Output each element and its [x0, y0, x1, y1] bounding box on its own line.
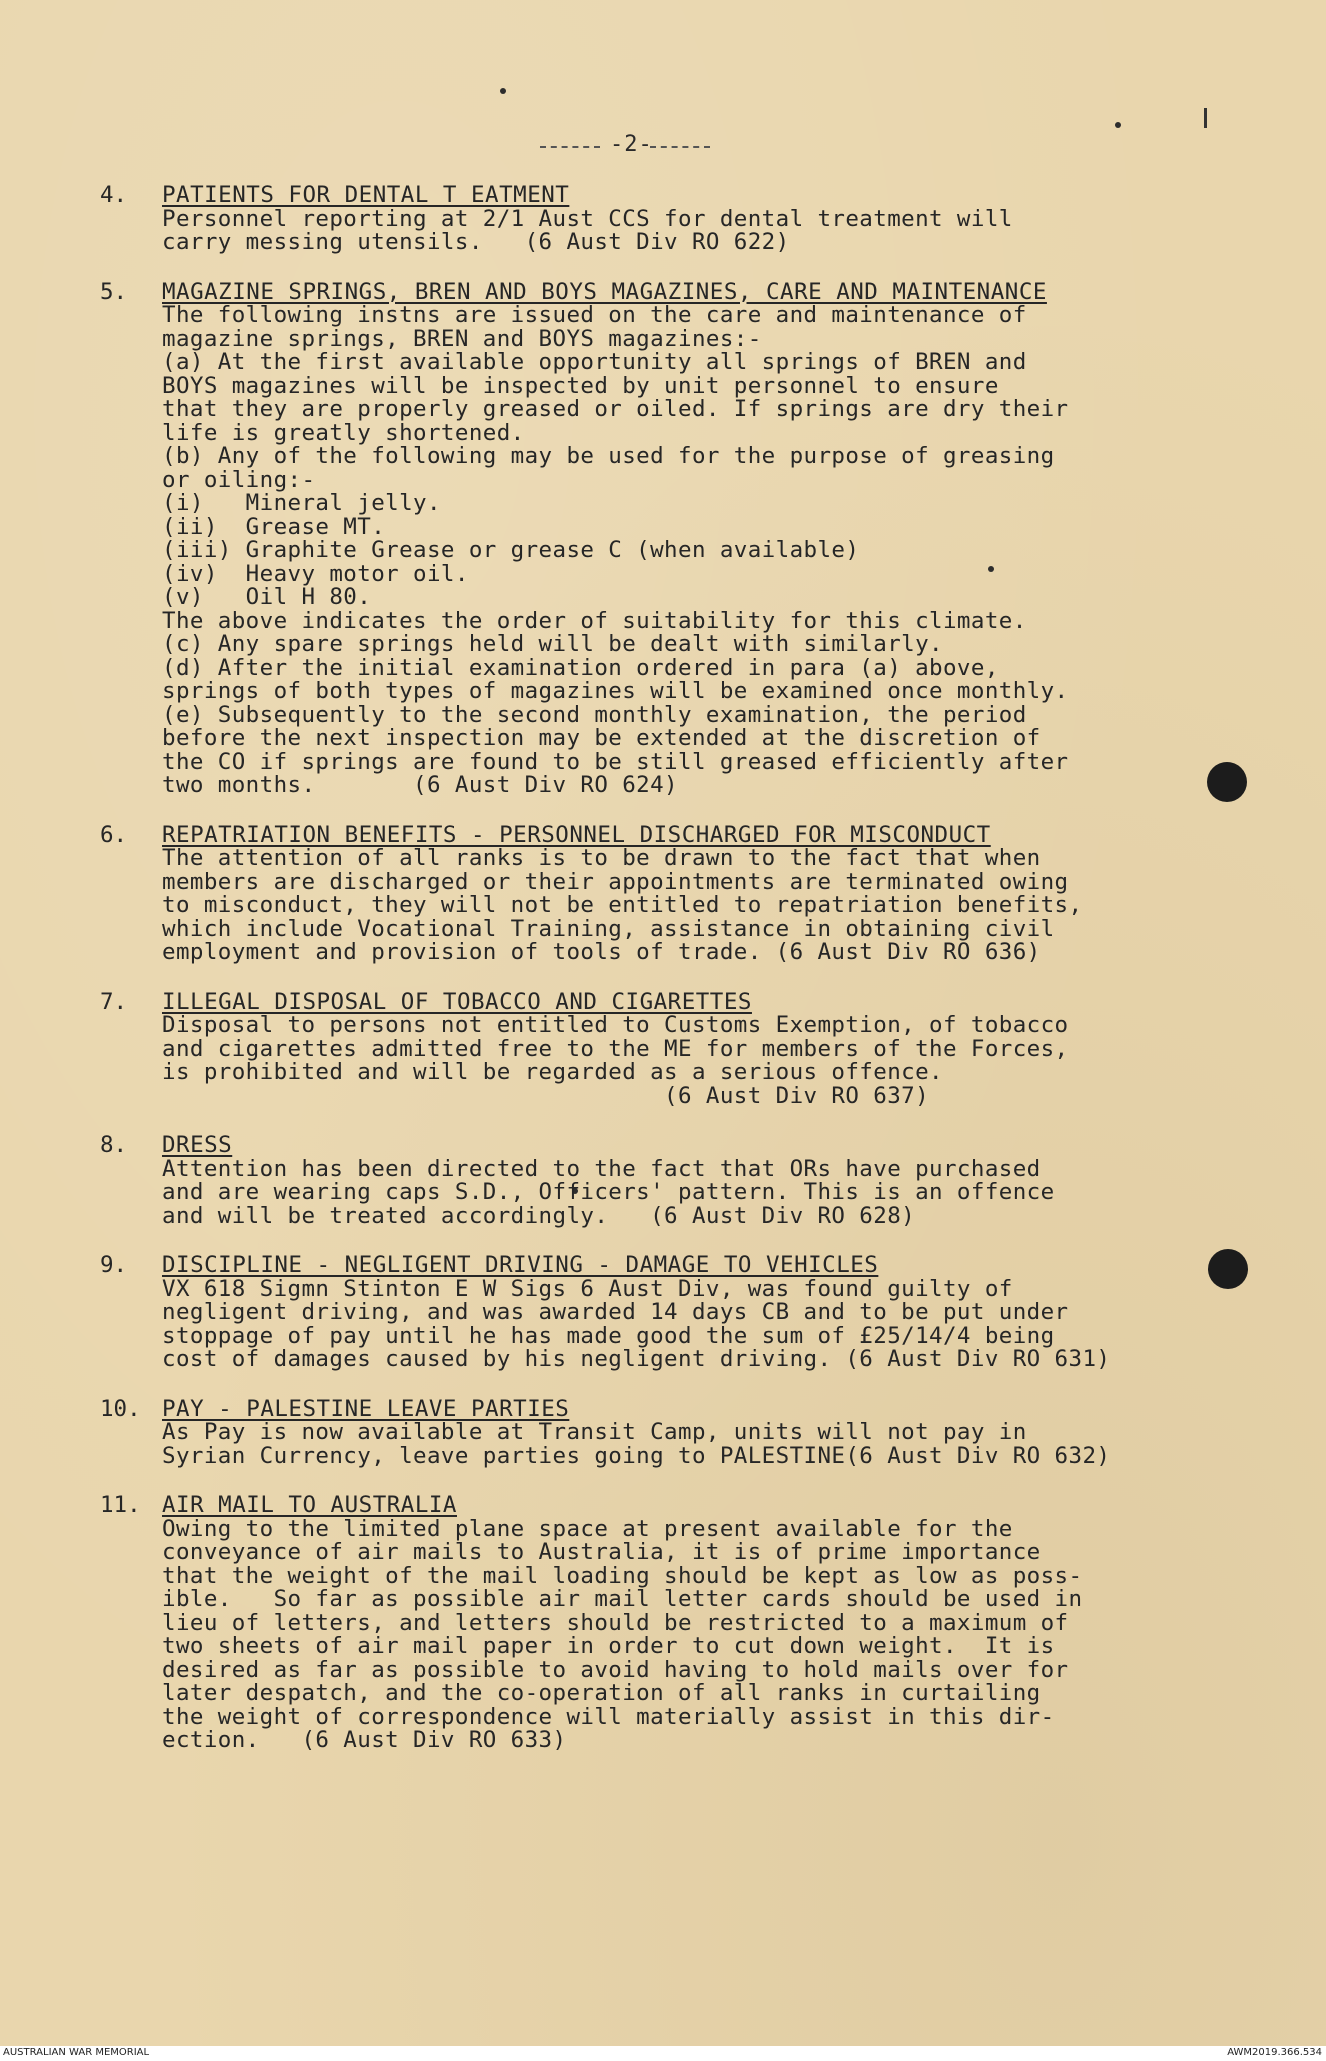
order-item-text-line: The following instns are issued on the care and maintenance of	[162, 302, 1027, 328]
order-item-text-line: lieu of letters, and letters should be restricted to a maximum of	[162, 1609, 1069, 1636]
footer-accession-number: AWM2019.366.534	[1227, 2047, 1322, 2058]
page-number: -2-	[610, 132, 653, 157]
order-item	[100, 821, 1200, 965]
order-item-text-line: (c) Any spare springs held will be dealt with similarly.	[162, 631, 943, 657]
order-item-title: REPATRIATION BENEFITS - PERSONNEL DISCHARGED FOR MISCONDUCT	[162, 821, 991, 848]
order-item-text-line: Syrian Currency, leave parties going to PALESTINE(6 Aust Div RO 632)	[162, 1442, 1111, 1469]
order-item-text-line: Disposal to persons not entitled to Customs Exemption, of tobacco	[162, 1012, 1069, 1038]
order-item-text-line: is prohibited and will be regarded as a serious offence.	[162, 1059, 943, 1085]
order-item-text-line: and cigarettes admitted free to the ME for members of the Forces,	[162, 1035, 1069, 1062]
order-item-text-line: (d) After the initial examination ordered in para (a) above,	[162, 654, 999, 681]
order-item-text-line: (e) Subsequently to the second monthly examination, the period	[162, 701, 1027, 728]
order-item-text-line: two sheets of air mail paper in order to cut down weight. It is	[162, 1633, 1055, 1659]
order-item-number: 9.	[100, 1252, 128, 1278]
order-item-number: 8.	[100, 1132, 128, 1158]
order-item-number: 10.	[100, 1395, 141, 1422]
order-item-text-line: and will be treated accordingly. (6 Aust Div RO 628)	[162, 1202, 916, 1229]
document-body	[100, 184, 1200, 1779]
order-item-text-line: (iii) Graphite Grease or grease C (when available)	[162, 537, 860, 563]
order-item-text-line: (iv) Heavy motor oil.	[162, 560, 469, 587]
order-item-text-line: desired as far as possible to avoid having to hold mails over for	[162, 1656, 1069, 1683]
order-item-text-line: ible. So far as possible air mail letter cards should be used in	[162, 1586, 1083, 1612]
order-item-text-line: (b) Any of the following may be used for the purpose of greasing	[162, 443, 1055, 469]
order-item	[100, 1134, 1200, 1228]
order-item-text-line: to misconduct, they will not be entitled to repatriation benefits,	[162, 892, 1083, 918]
order-item-text-line: which include Vocational Training, assistance in obtaining civil	[162, 915, 1055, 942]
order-item-text-line: later despatch, and the co-operation of all ranks in curtailing	[162, 1680, 1041, 1706]
order-item-text-line: (v) Oil H 80.	[162, 584, 372, 610]
order-item-text-line: and are wearing caps S.D., Officers' pattern. This is an offence	[162, 1179, 1055, 1205]
order-item-text-line: The attention of all ranks is to be drawn to the fact that when	[162, 845, 1041, 871]
order-item-text-line: As Pay is now available at Transit Camp, units will not pay in	[162, 1419, 1027, 1445]
ink-mark	[1204, 108, 1207, 128]
order-item-text-line: (i) Mineral jelly.	[162, 490, 441, 516]
ink-speck	[500, 88, 506, 94]
order-item-text-line: life is greatly shortened.	[162, 419, 525, 446]
footer-institution: AUSTRALIAN WAR MEMORIAL	[3, 2047, 150, 2058]
order-item-number: 6.	[100, 821, 128, 848]
order-item-text-line: the weight of correspondence will materially assist in this dir-	[162, 1703, 1055, 1730]
order-item-text-line: before the next inspection may be extended at the discretion of	[162, 725, 1041, 751]
order-item-title: PAY - PALESTINE LEAVE PARTIES	[162, 1395, 570, 1422]
order-item-text-line: BOYS magazines will be inspected by unit personnel to ensure	[162, 372, 999, 399]
order-item-text-line: or oiling:-	[162, 466, 316, 493]
order-item-title: MAGAZINE SPRINGS, BREN AND BOYS MAGAZINES, CARE AND MAINTENANCE	[162, 278, 1047, 305]
order-item-text-line: two months. (6 Aust Div RO 624)	[162, 772, 679, 798]
order-item	[100, 1254, 1200, 1372]
order-item-text-line: stoppage of pay until he has made good the sum of £25/14/4 being	[162, 1322, 1055, 1349]
order-item-title: DISCIPLINE - NEGLIGENT DRIVING - DAMAGE TO VEHICLES	[162, 1252, 879, 1278]
order-item-text-line: (6 Aust Div RO 637)	[162, 1082, 930, 1109]
order-item-title: PATIENTS FOR DENTAL T EATMENT	[162, 182, 570, 208]
ink-speck	[1115, 122, 1121, 128]
order-item-text-line: ection. (6 Aust Div RO 633)	[162, 1727, 567, 1753]
order-item-title: AIR MAIL TO AUSTRALIA	[162, 1492, 457, 1518]
order-item-text-line: The above indicates the order of suitability for this climate.	[162, 607, 1027, 634]
order-item	[100, 278, 1200, 798]
order-item	[100, 1494, 1200, 1753]
order-item-text-line: Attention has been directed to the fact that ORs have purchased	[162, 1155, 1041, 1182]
punch-hole-bottom	[1208, 1249, 1248, 1289]
punch-hole-top	[1207, 762, 1247, 802]
order-item-text-line: members are discharged or their appointments are terminated owing	[162, 868, 1069, 895]
order-item-text-line: (a) At the first available opportunity all springs of BREN and	[162, 349, 1027, 375]
order-item-title: DRESS	[162, 1132, 233, 1158]
order-item-text-line: VX 618 Sigmn Stinton E W Sigs 6 Aust Div, was found guilty of	[162, 1275, 1013, 1302]
archive-footer	[0, 2046, 1326, 2061]
order-item-number: 5.	[100, 278, 128, 305]
order-item-text-line: negligent driving, and was awarded 14 days CB and to be put under	[162, 1299, 1069, 1325]
order-item-text-line: Owing to the limited plane space at present available for the	[162, 1515, 1013, 1542]
order-item	[100, 988, 1200, 1109]
order-item-text-line: carry messing utensils. (6 Aust Div RO 622)	[162, 229, 790, 255]
order-item-text-line: that they are properly greased or oiled. If springs are dry their	[162, 396, 1069, 422]
order-item	[100, 184, 1200, 255]
order-item-number: 4.	[100, 182, 128, 208]
order-item-text-line: employment and provision of tools of trade. (6 Aust Div RO 636)	[162, 939, 1041, 965]
order-item-text-line: cost of damages caused by his negligent driving. (6 Aust Div RO 631)	[162, 1346, 1111, 1372]
order-item-text-line: conveyance of air mails to Australia, it is of prime importance	[162, 1539, 1041, 1565]
order-item-text-line: springs of both types of magazines will be examined once monthly.	[162, 678, 1069, 704]
order-item-number: 11.	[100, 1492, 141, 1518]
order-item-text-line: (ii) Grease MT.	[162, 513, 386, 540]
order-item-text-line: the CO if springs are found to be still greased efficiently after	[162, 748, 1069, 775]
order-item	[100, 1395, 1200, 1469]
order-item-number: 7.	[100, 988, 128, 1015]
order-item-text-line: magazine springs, BREN and BOYS magazines:-	[162, 325, 762, 352]
order-item-text-line: that the weight of the mail loading should be kept as low as poss-	[162, 1562, 1083, 1589]
order-item-title: ILLEGAL DISPOSAL OF TOBACCO AND CIGARETTES	[162, 988, 752, 1015]
order-item-text-line: Personnel reporting at 2/1 Aust CCS for dental treatment will	[162, 205, 1013, 232]
